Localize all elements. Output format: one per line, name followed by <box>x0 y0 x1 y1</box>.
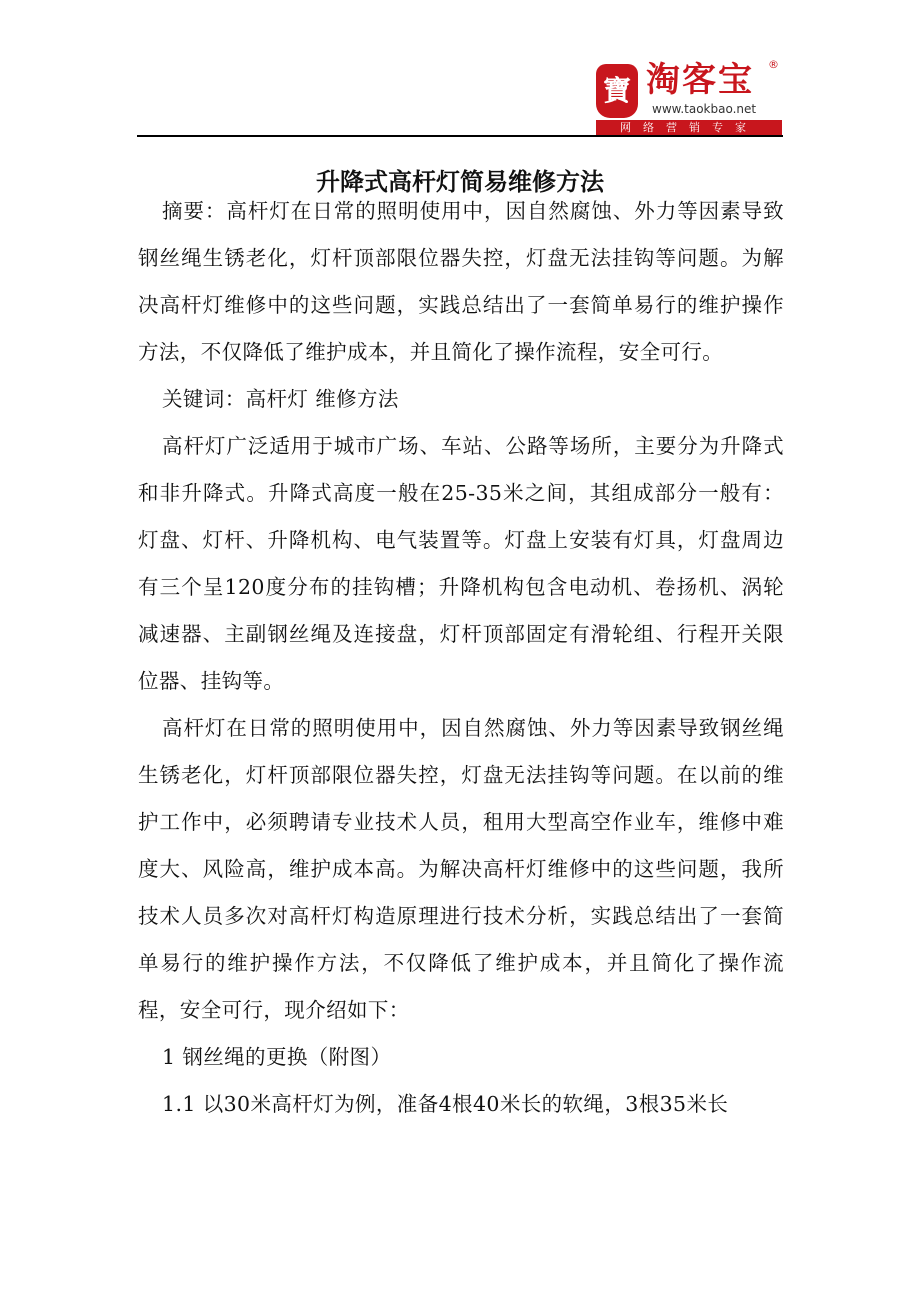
logo-seal-icon: 寶 <box>596 64 638 118</box>
section-heading: 1 钢丝绳的更换（附图） <box>162 1045 392 1069</box>
taokbao-logo <box>596 58 788 138</box>
abstract-paragraph: 摘要：高杆灯在日常的照明使用中，因自然腐蚀、外力等因素导致钢丝绳生锈老化，灯杆顶部限位器失控，灯盘无法挂钩等问题。为解决高杆灯维修中的这些问题，实践总结出了一套简单易行的维护操作方法，不仅降低了维护成本，并且简化了操作流程，安全可行。 <box>138 199 784 364</box>
keywords-paragraph: 关键词：高杆灯 维修方法 <box>162 387 399 411</box>
intro-paragraph: 高杆灯广泛适用于城市广场、车站、公路等场所，主要分为升降式和非升降式。升降式高度一般在25-35米之间，其组成部分一般有：灯盘、灯杆、升降机构、电气装置等。灯盘上安装有灯具，灯盘周边有三个呈120度分布的挂钩槽；升降机构包含电动机、卷扬机、涡轮减速器、主副钢丝绳及连接盘，灯杆顶部固定有滑轮组、行程开关限位器、挂钩等。 <box>138 434 784 693</box>
registered-mark: ® <box>768 58 779 71</box>
document-title: 升降式高杆灯简易维修方法 <box>316 168 604 197</box>
header-divider <box>137 135 783 137</box>
logo-slogan: 网络营销专家 <box>596 120 782 136</box>
page-header <box>0 0 920 140</box>
logo-name: 淘客宝 <box>646 60 754 100</box>
step-paragraph: 1.1 以30米高杆灯为例，准备4根40米长的软绳，3根35米长 <box>162 1092 729 1116</box>
logo-url: www.taokbao.net <box>652 102 757 116</box>
document-body <box>138 188 784 1128</box>
background-paragraph: 高杆灯在日常的照明使用中，因自然腐蚀、外力等因素导致钢丝绳生锈老化，灯杆顶部限位器失控，灯盘无法挂钩等问题。在以前的维护工作中，必须聘请专业技术人员，租用大型高空作业车，维修中难度大、风险高，维护成本高。为解决高杆灯维修中的这些问题，我所技术人员多次对高杆灯构造原理进行技术分析，实践总结出了一套简单易行的维护操作方法，不仅降低了维护成本，并且简化了操作流程，安全可行，现介绍如下： <box>138 716 784 1022</box>
